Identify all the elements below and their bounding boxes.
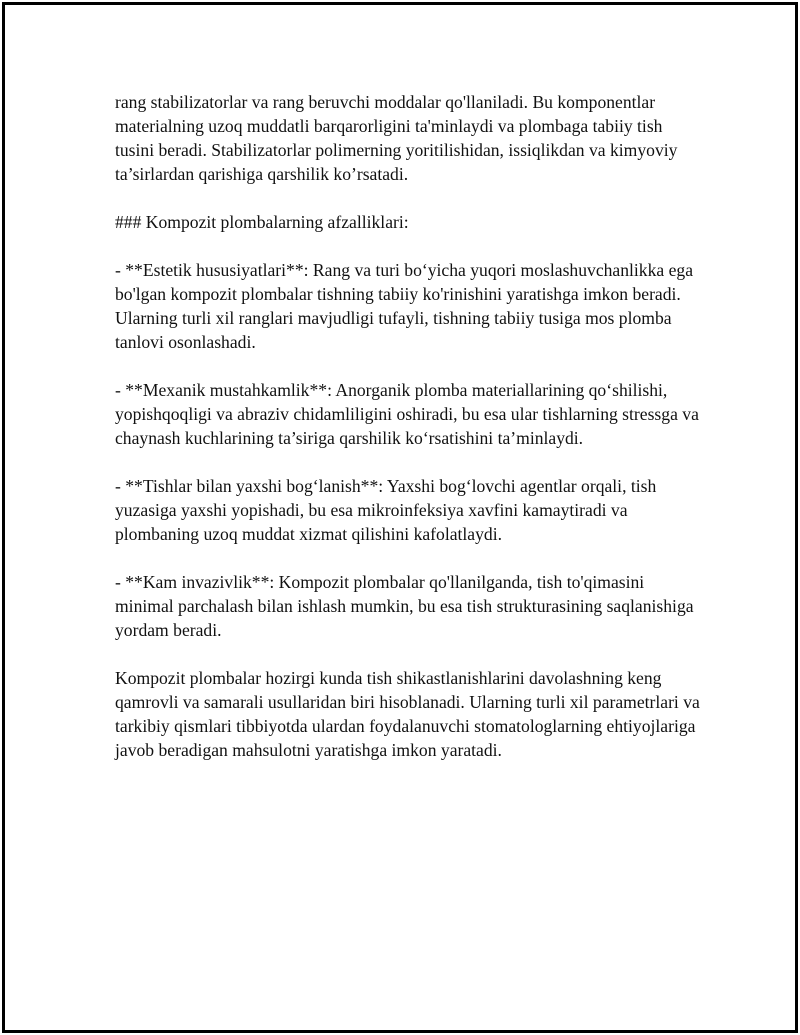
list-item-minimal-invasiveness: - **Kam invazivlik**: Kompozit plombalar qo'llanilganda, tish to'qimasini minimal parchalash bilan ishlash mumkin, bu esa tish strukturasining saqlanishiga yordam beradi. [115, 572, 694, 640]
paragraph-conclusion: Kompozit plombalar hozirgi kunda tish shikastlanishlarini davolashning keng qamrovli va samarali usullaridan biri hisoblanadi. Ularning turli xil parametrlari va tarkibiy qismlari tibbiyotda ulardan foydalanuvchi stomatologlarning ehtiyojlariga javob beradigan mahsulotni yaratishga imkon yaratadi. [115, 668, 700, 760]
document-body [115, 90, 705, 786]
list-item-aesthetic: - **Estetik hususiyatlari**: Rang va turi bo‘yicha yuqori moslashuvchanlikka ega bo'lgan kompozit plombalar tishning tabiiy ko'rinishini yaratishga imkon beradi. Ularning turli xil ranglari mavjudligi tufayli, tishning tabiiy tusiga mos plomba tanlovi osonlashadi. [115, 260, 694, 352]
section-heading-advantages: ### Kompozit plombalarning afzalliklari: [115, 212, 409, 232]
list-item-bonding: - **Tishlar bilan yaxshi bog‘lanish**: Yaxshi bog‘lovchi agentlar orqali, tish yuzasiga yaxshi yopishadi, bu esa mikroinfeksiya xavfini kamaytiradi va plombaning uzoq muddat xizmat qilishini kafolatlaydi. [115, 476, 657, 544]
list-item-mechanical-strength: - **Mexanik mustahkamlik**: Anorganik plomba materiallarining qo‘shilishi, yopishqoqligi va abraziv chidamliligini oshiradi, bu esa ular tishlarning stressga va chaynash kuchlarining ta’siriga qarshilik ko‘rsatishini ta’minlaydi. [115, 380, 699, 448]
paragraph-stabilizers: rang stabilizatorlar va rang beruvchi moddalar qo'llaniladi. Bu komponentlar materialning uzoq muddatli barqarorligini ta'minlaydi va plombaga tabiiy tish tusini beradi. Stabilizatorlar polimerning yoritilishidan, issiqlikdan va kimyoviy ta’sirlardan qarishiga qarshilik ko’rsatadi. [115, 92, 678, 184]
